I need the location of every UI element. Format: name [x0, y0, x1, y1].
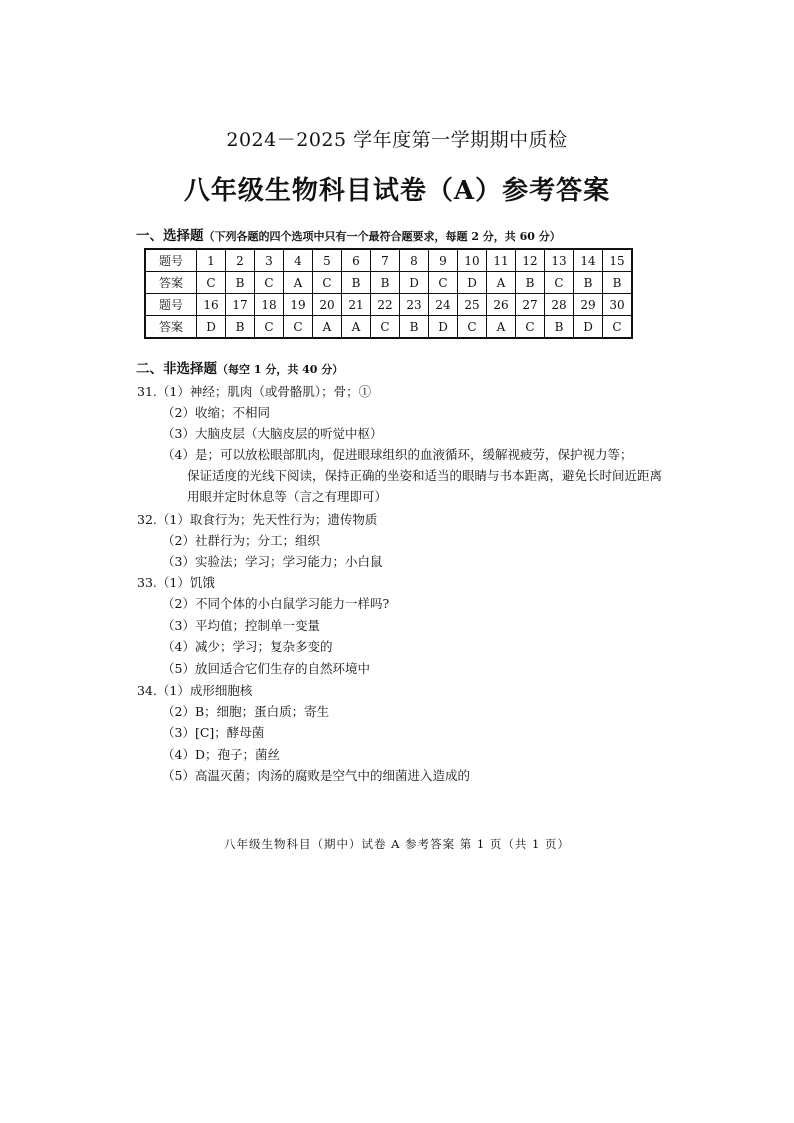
answer-line: 33.（1）饥饿: [137, 575, 215, 590]
question-number: 3: [255, 249, 284, 272]
answer-cell: C: [545, 272, 574, 294]
question-number: 6: [342, 249, 371, 272]
answer-cell: C: [458, 316, 487, 339]
section2-note: （每空 1 分，共 40 分）: [217, 363, 344, 376]
answer-line: （3）实验法；学习；学习能力；小白鼠: [162, 554, 383, 569]
answer-line: 32.（1）取食行为；先天性行为；遗传物质: [137, 512, 378, 527]
answer-cell: D: [400, 272, 429, 294]
question-number: 23: [400, 294, 429, 316]
answer-cell: B: [226, 316, 255, 339]
answer-line: （3）[C]；酵母菌: [162, 725, 265, 740]
question-number: 16: [197, 294, 226, 316]
answer-cell: D: [458, 272, 487, 294]
question-number: 4: [284, 249, 313, 272]
answer-cell: C: [371, 316, 400, 339]
answer-cell: B: [400, 316, 429, 339]
answer-cell: B: [574, 272, 603, 294]
question-number: 26: [487, 294, 516, 316]
answer-cell: A: [342, 316, 371, 339]
question-number: 5: [313, 249, 342, 272]
question-number: 10: [458, 249, 487, 272]
section2-heading-row: [136, 357, 343, 377]
answer-line: 保证适度的光线下阅读，保持正确的坐姿和适当的眼睛与书本距离，避免长时间近距离: [187, 468, 663, 483]
answer-table: [144, 248, 633, 339]
row-label: 答案: [145, 316, 197, 339]
answer-cell: D: [429, 316, 458, 339]
answer-cell: B: [516, 272, 545, 294]
exam-title-line1: 2024－2025 学年度第一学期期中质检: [226, 129, 568, 151]
answer-cell: C: [255, 316, 284, 339]
answer-line: （2）收缩；不相同: [162, 405, 270, 420]
question-number: 12: [516, 249, 545, 272]
question-number: 25: [458, 294, 487, 316]
answer-line: 用眼并定时休息等（言之有理即可）: [187, 489, 388, 504]
answer-cell: C: [313, 272, 342, 294]
question-number: 7: [371, 249, 400, 272]
question-number: 27: [516, 294, 545, 316]
table-row-numbers-2: [145, 294, 632, 316]
question-number: 18: [255, 294, 284, 316]
answer-cell: A: [313, 316, 342, 339]
answer-line: （4）减少；学习；复杂多变的: [162, 639, 333, 654]
answer-cell: C: [603, 316, 633, 339]
answer-line: （4）是；可以放松眼部肌肉，促进眼球组织的血液循环，缓解视疲劳，保护视力等；: [162, 447, 633, 462]
answer-cell: B: [342, 272, 371, 294]
question-number: 8: [400, 249, 429, 272]
section1-heading: 一、选择题: [136, 228, 204, 244]
table-row-answers-2: [145, 316, 632, 339]
answer-cell: A: [487, 316, 516, 339]
question-number: 2: [226, 249, 255, 272]
question-number: 21: [342, 294, 371, 316]
answer-cell: B: [226, 272, 255, 294]
question-number: 29: [574, 294, 603, 316]
answer-line: 31.（1）神经；肌肉（或骨骼肌）；骨；①: [137, 384, 372, 399]
question-number: 15: [603, 249, 633, 272]
exam-title-line2: 八年级生物科目试卷（A）参考答案: [183, 176, 611, 206]
answer-line: （2）不同个体的小白鼠学习能力一样吗?: [162, 596, 390, 611]
answer-line: （3）平均值；控制单一变量: [162, 618, 320, 633]
table-row-answers-1: [145, 272, 632, 294]
question-number: 30: [603, 294, 633, 316]
answer-line: （4）D；孢子；菌丝: [162, 747, 280, 762]
row-label: 题号: [145, 294, 197, 316]
answer-cell: C: [255, 272, 284, 294]
answer-cell: A: [284, 272, 313, 294]
question-number: 9: [429, 249, 458, 272]
answer-line: （2）社群行为；分工；组织: [162, 533, 320, 548]
answer-cell: C: [429, 272, 458, 294]
answer-line: （2）B；细胞；蛋白质；寄生: [162, 704, 330, 719]
answer-line: （3）大脑皮层（大脑皮层的听觉中枢）: [162, 426, 383, 441]
section1-heading-row: [136, 224, 561, 244]
question-number: 24: [429, 294, 458, 316]
answer-cell: C: [284, 316, 313, 339]
row-label: 题号: [145, 249, 197, 272]
answer-cell: B: [603, 272, 633, 294]
question-number: 13: [545, 249, 574, 272]
section1-note: （下列各题的四个选项中只有一个最符合题要求，每题 2 分，共 60 分）: [203, 230, 561, 243]
question-number: 14: [574, 249, 603, 272]
answer-cell: C: [197, 272, 226, 294]
page-footer: 八年级生物科目（期中）试卷 A 参考答案 第 1 页（共 1 页）: [223, 837, 571, 851]
answer-cell: D: [574, 316, 603, 339]
question-number: 20: [313, 294, 342, 316]
answer-line: （5）放回适合它们生存的自然环境中: [162, 661, 370, 676]
answer-cell: C: [516, 316, 545, 339]
answer-cell: B: [371, 272, 400, 294]
answer-cell: D: [197, 316, 226, 339]
answer-cell: B: [545, 316, 574, 339]
question-number: 22: [371, 294, 400, 316]
answer-line: 34.（1）成形细胞核: [137, 683, 253, 698]
answer-line: （5）高温灭菌；肉汤的腐败是空气中的细菌进入造成的: [162, 768, 470, 783]
question-number: 19: [284, 294, 313, 316]
question-number: 1: [197, 249, 226, 272]
question-number: 17: [226, 294, 255, 316]
section2-heading: 二、非选择题: [136, 361, 217, 377]
row-label: 答案: [145, 272, 197, 294]
question-number: 28: [545, 294, 574, 316]
answer-cell: A: [487, 272, 516, 294]
table-row-numbers-1: [145, 249, 632, 272]
question-number: 11: [487, 249, 516, 272]
